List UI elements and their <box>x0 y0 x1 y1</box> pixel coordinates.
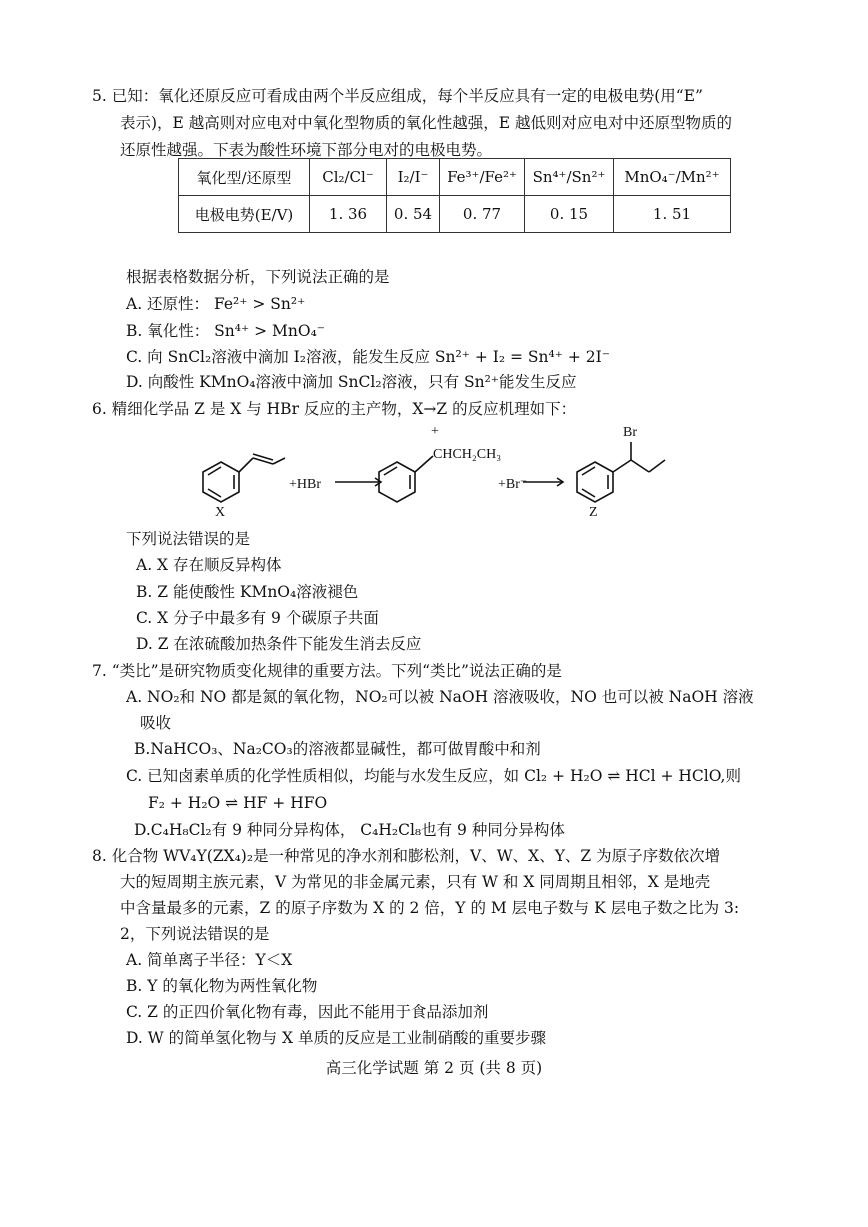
table-header-row <box>179 159 731 196</box>
q6-option-a: A. X 存在顺反异构体 <box>136 556 282 574</box>
table-cell: 0. 77 <box>440 196 525 233</box>
table-cell: 1. 36 <box>310 196 387 233</box>
cation-chain: CHCH₂CH₃ <box>433 447 502 462</box>
label-x: X <box>215 505 226 520</box>
table-header-cell: 氧化型/还原型 <box>179 159 310 196</box>
q7-option-b: B.NaHCO₃、Na₂CO₃的溶液都显碱性，都可做胃酸中和剂 <box>134 740 541 758</box>
q5-stem: 根据表格数据分析，下列说法正确的是 <box>126 268 390 286</box>
q6-line-1: 6. 精细化学品 Z 是 X 与 HBr 反应的主产物，X→Z 的反应机理如下： <box>92 400 577 418</box>
table-row-label: 电极电势(E/V) <box>179 196 310 233</box>
q8-line-1: 8. 化合物 WV₄Y(ZX₄)₂是一种常见的净水剂和膨松剂，V、W、X、Y、Z 为原子序数依次增 <box>92 847 721 865</box>
q5-option-a: A. 还原性： Fe²⁺ > Sn²⁺ <box>126 295 306 313</box>
q6-option-c: C. X 分子中最多有 9 个碳原子共面 <box>136 609 379 627</box>
q6-option-b: B. Z 能使酸性 KMnO₄溶液褪色 <box>136 583 359 601</box>
q8-option-a: A. 简单离子半径：Y＜X <box>126 951 293 969</box>
q8-line-3: 中含量最多的元素，Z 的原子序数为 X 的 2 倍，Y 的 M 层电子数与 K 层电子数之比为 3: <box>120 899 740 917</box>
q5-line-1: 5. 已知：氧化还原反应可看成由两个半反应组成，每个半反应具有一定的电极电势(用“E” <box>92 87 703 105</box>
q7-option-a-line-2: 吸收 <box>140 714 172 732</box>
q6-option-d: D. Z 在浓硫酸加热条件下能发生消去反应 <box>136 635 422 653</box>
reagent-hbr: +HBr <box>289 477 322 492</box>
q5-line-3: 还原性越强。下表为酸性环境下部分电对的电极电势。 <box>120 141 493 159</box>
q8-line-4: 2，下列说法错误的是 <box>120 925 270 943</box>
q5-line-2: 表示)，E 越高则对应电对中氧化型物质的氧化性越强，E 越低则对应电对中还原型物质的 <box>120 114 733 132</box>
q7-option-d: D.C₄H₈Cl₂有 9 种同分异构体， C₄H₂Cl₈也有 9 种同分异构体 <box>134 821 565 839</box>
q8-line-2: 大的短周期主族元素，V 为常见的非金属元素，只有 W 和 X 同周期且相邻，X 是地壳 <box>120 873 711 891</box>
q7-option-c-line-1: C. 已知卤素单质的化学性质相似，均能与水发生反应，如 Cl₂ + H₂O ⇌ HCl + HClO,则 <box>126 767 741 785</box>
table-cell: 0. 15 <box>525 196 614 233</box>
q8-option-c: C. Z 的正四价氧化物有毒，因此不能用于食品添加剂 <box>126 1003 489 1021</box>
q5-option-d: D. 向酸性 KMnO₄溶液中滴加 SnCl₂溶液，只有 Sn²⁺能发生反应 <box>126 373 577 391</box>
page-footer: 高三化学试题 第 2 页 (共 8 页) <box>325 1059 543 1077</box>
q7-option-a-line-1: A. NO₂和 NO 都是氮的氧化物，NO₂可以被 NaOH 溶液吸收，NO 也可以被 NaOH 溶液 <box>126 688 754 706</box>
q7-line-1: 7. “类比”是研究物质变化规律的重要方法。下列“类比”说法正确的是 <box>92 662 562 680</box>
q5-option-b: B. 氧化性： Sn⁴⁺ > MnO₄⁻ <box>126 322 325 340</box>
label-z: Z <box>589 505 598 520</box>
q6-stem: 下列说法错误的是 <box>126 530 251 548</box>
q8-option-b: B. Y 的氧化物为两性氧化物 <box>126 977 318 995</box>
table-cell: 1. 51 <box>614 196 731 233</box>
table-header-cell: I₂/I⁻ <box>387 159 440 196</box>
q7-option-c-line-2: F₂ + H₂O ⇌ HF + HFO <box>148 794 328 812</box>
table-cell: 0. 54 <box>387 196 440 233</box>
q5-option-c: C. 向 SnCl₂溶液中滴加 I₂溶液，能发生反应 Sn²⁺ + I₂ = Sn⁴⁺ + 2I⁻ <box>126 348 610 366</box>
table-header-cell: Sn⁴⁺/Sn²⁺ <box>525 159 614 196</box>
q8-option-d: D. W 的简单氢化物与 X 单质的反应是工业制硝酸的重要步骤 <box>126 1029 546 1047</box>
table-header-cell: Cl₂/Cl⁻ <box>310 159 387 196</box>
potential-table <box>178 158 731 233</box>
cation-plus: + <box>431 424 439 439</box>
label-br: Br <box>623 425 637 440</box>
table-header-cell: MnO₄⁻/Mn²⁺ <box>614 159 731 196</box>
table-header-cell: Fe³⁺/Fe²⁺ <box>440 159 525 196</box>
reagent-bromide: +Br⁻ <box>498 477 528 492</box>
reaction-mechanism <box>185 420 685 520</box>
table-row <box>179 196 731 233</box>
